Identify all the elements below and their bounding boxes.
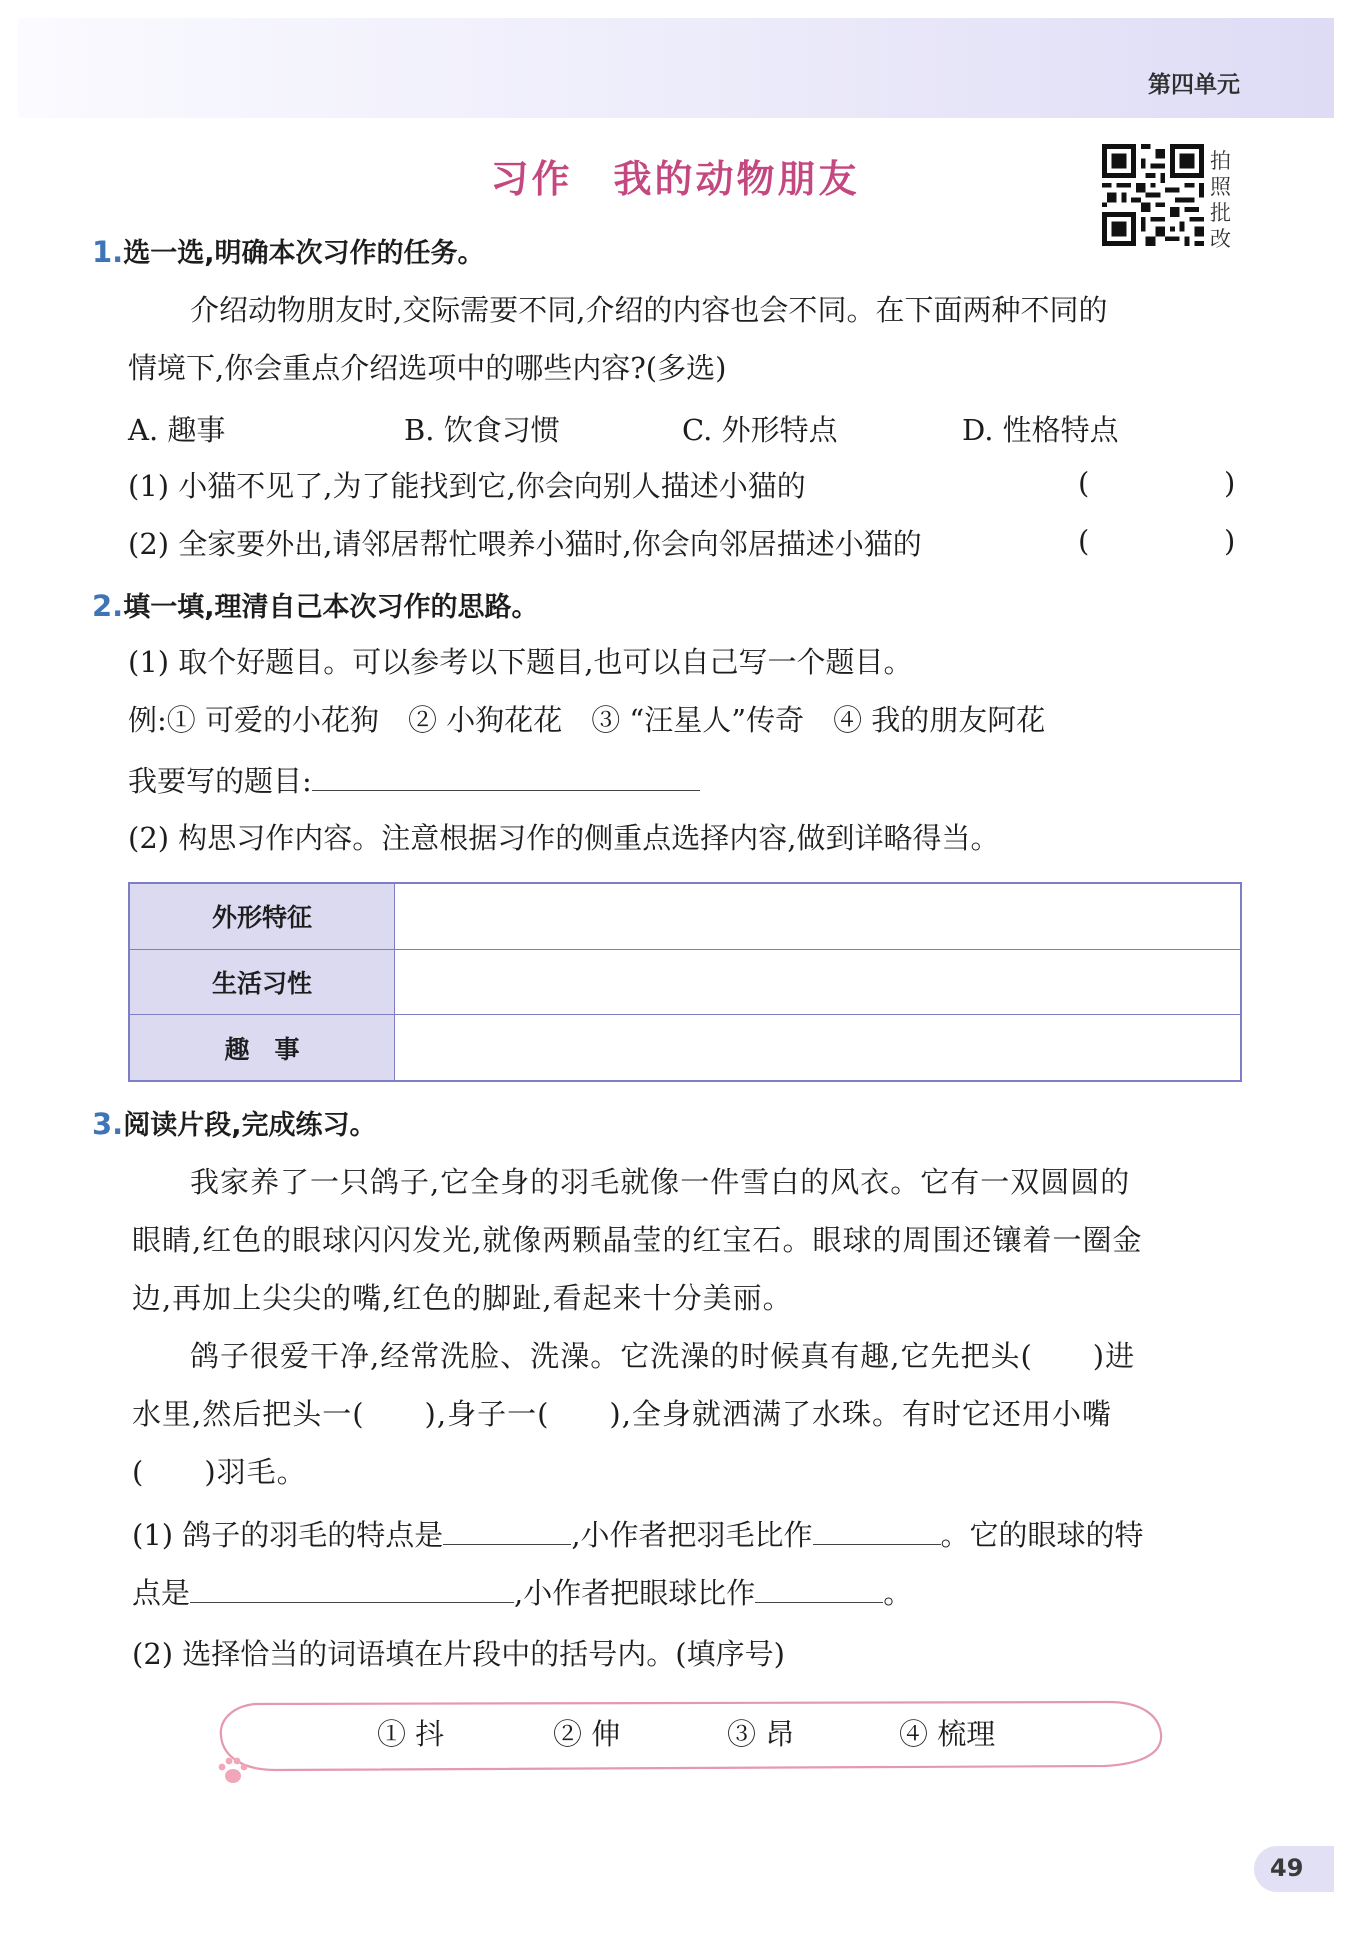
plan-table [128,882,1242,1082]
q2-my-title-row: 我要写的题目: [128,760,700,801]
page-title: 习作 我的动物朋友 [490,157,860,201]
q1-item-1-answer-open[interactable]: ( [1078,466,1090,500]
q1-option-c: C. 外形特点 [682,413,838,447]
paw-icon [216,1756,250,1786]
q3-item-1-line-2: 点是 ,小作者把眼球比作 。 [132,1572,912,1613]
q1-option-a: A. 趣事 [128,413,226,447]
choice-3[interactable]: ③ 昂 [727,1717,795,1751]
q3-item-2: (2) 选择恰当的词语填在片段中的括号内。(填序号) [132,1637,785,1671]
q1-item-2-answer-close: ) [1224,524,1236,558]
q3-feather-trait-blank[interactable] [443,1514,571,1545]
table-row [129,1015,1241,1081]
table-answer-habits[interactable] [395,949,1242,1014]
table-row [129,949,1241,1014]
q3-passage-line-6: ( )羽毛。 [132,1455,307,1489]
header-band [18,18,1334,118]
q1-item-1-answer-close: ) [1224,466,1236,500]
q3-passage-line-2: 眼睛,红色的眼球闪闪发光,就像两颗晶莹的红宝石。眼球的周围还镶着一圈金 [132,1223,1143,1257]
q1-intro-line-1: 介绍动物朋友时,交际需要不同,介绍的内容也会不同。在下面两种不同的 [190,293,1108,327]
choice-2[interactable]: ② 伸 [553,1717,621,1751]
q2-my-title-blank[interactable] [312,760,700,791]
q3-passage-line-4: 鸽子很爱干净,经常洗脸、洗澡。它洗澡的时候真有趣,它先把头( )进 [190,1339,1136,1373]
choice-1[interactable]: ① 抖 [377,1717,445,1751]
table-row [129,883,1241,949]
q3-passage-line-1: 我家养了一只鸽子,它全身的羽毛就像一件雪白的风衣。它有一双圆圆的 [190,1165,1131,1199]
q1-option-b: B. 饮食习惯 [404,413,560,447]
q2-example-titles: 例:① 可爱的小花狗 ② 小狗花花 ③ “汪星人”传奇 ④ 我的朋友阿花 [128,703,1046,737]
q3-heading: 3.阅读片段,完成练习。 [92,1107,377,1141]
table-label-anecdotes: 趣 事 [129,1015,395,1081]
q3-passage-line-5: 水里,然后把头一( ),身子一( ),全身就洒满了水珠。有时它还用小嘴 [132,1397,1112,1431]
unit-label: 第四单元 [1148,72,1240,98]
table-answer-appearance[interactable] [395,883,1242,949]
qr-code-icon[interactable] [1102,144,1204,246]
table-label-habits: 生活习性 [129,949,395,1014]
q2-item-2: (2) 构思习作内容。注意根据习作的侧重点选择内容,做到详略得当。 [128,821,1000,855]
page-number: 49 [1270,1854,1304,1882]
table-label-appearance: 外形特征 [129,883,395,949]
q1-option-d: D. 性格特点 [962,413,1119,447]
table-answer-anecdotes[interactable] [395,1015,1242,1081]
q3-item-1-line-1: (1) 鸽子的羽毛的特点是 ,小作者把羽毛比作 。它的眼球的特 [132,1514,1144,1555]
q2-heading: 2.填一填,理清自己本次习作的思路。 [92,589,539,623]
word-choice-box [215,1696,1167,1776]
choice-box-outline [215,1696,1167,1776]
q1-heading: 1.选一选,明确本次习作的任务。 [92,235,485,269]
qr-label: 拍 照 批 改 [1210,149,1231,251]
q3-eye-metaphor-blank[interactable] [755,1572,883,1603]
q1-item-1: (1) 小猫不见了,为了能找到它,你会向别人描述小猫的 [128,469,806,503]
q3-feather-metaphor-blank[interactable] [813,1514,941,1545]
q3-passage-line-3: 边,再加上尖尖的嘴,红色的脚趾,看起来十分美丽。 [132,1281,793,1315]
q2-item-1: (1) 取个好题目。可以参考以下题目,也可以自己写一个题目。 [128,645,913,679]
q1-intro-line-2: 情境下,你会重点介绍选项中的哪些内容?(多选) [128,351,727,385]
q1-item-2-answer-open[interactable]: ( [1078,524,1090,558]
q3-eye-trait-blank[interactable] [190,1572,514,1603]
choice-4[interactable]: ④ 梳理 [899,1717,996,1751]
q1-item-2: (2) 全家要外出,请邻居帮忙喂养小猫时,你会向邻居描述小猫的 [128,527,922,561]
